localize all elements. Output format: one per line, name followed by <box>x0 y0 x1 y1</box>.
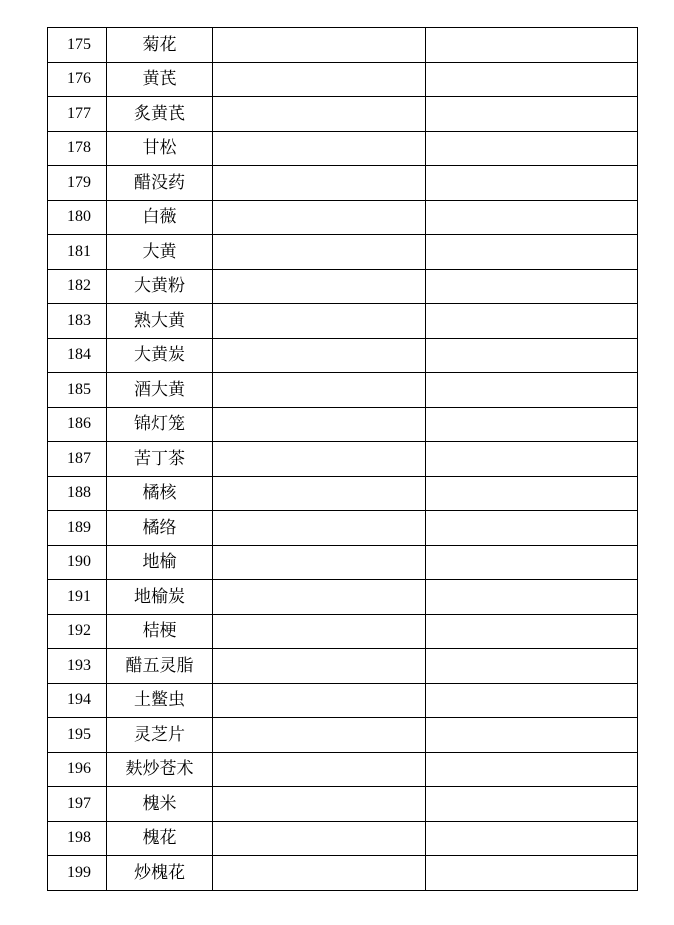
row-number-cell <box>48 373 107 408</box>
row-number-cell <box>48 97 107 132</box>
table-row <box>48 718 638 753</box>
empty-cell <box>426 166 638 201</box>
table-row <box>48 166 638 201</box>
row-number: 197 <box>67 794 91 812</box>
empty-cell <box>213 200 426 235</box>
empty-cell <box>213 97 426 132</box>
empty-cell <box>426 200 638 235</box>
herb-list-table-container <box>47 27 638 891</box>
row-number: 192 <box>67 622 91 640</box>
table-row <box>48 373 638 408</box>
row-number-cell <box>48 131 107 166</box>
empty-cell <box>213 442 426 477</box>
row-number: 180 <box>67 208 91 226</box>
empty-cell <box>426 683 638 718</box>
row-number-cell <box>48 407 107 442</box>
empty-cell <box>426 304 638 339</box>
empty-cell <box>213 683 426 718</box>
herb-name-cell: 炙黄芪 <box>107 97 213 132</box>
empty-cell <box>426 442 638 477</box>
row-number: 184 <box>67 346 91 364</box>
empty-cell <box>213 269 426 304</box>
row-number: 196 <box>67 760 91 778</box>
row-number: 187 <box>67 449 91 467</box>
empty-cell <box>426 97 638 132</box>
empty-cell <box>426 131 638 166</box>
empty-cell <box>213 718 426 753</box>
empty-cell <box>426 476 638 511</box>
herb-name-cell: 醋没药 <box>107 166 213 201</box>
row-number-cell <box>48 856 107 891</box>
herb-name-cell: 橘核 <box>107 476 213 511</box>
row-number-cell <box>48 200 107 235</box>
row-number: 182 <box>67 277 91 295</box>
herb-name-cell: 橘络 <box>107 511 213 546</box>
empty-cell <box>213 545 426 580</box>
row-number-cell <box>48 269 107 304</box>
table-row <box>48 97 638 132</box>
row-number: 198 <box>67 829 91 847</box>
herb-name-cell: 槐花 <box>107 821 213 856</box>
table-row <box>48 787 638 822</box>
empty-cell <box>213 511 426 546</box>
row-number: 179 <box>67 173 91 191</box>
row-number: 181 <box>67 242 91 260</box>
table-row <box>48 752 638 787</box>
empty-cell <box>213 752 426 787</box>
empty-cell <box>213 787 426 822</box>
row-number: 189 <box>67 518 91 536</box>
empty-cell <box>213 821 426 856</box>
row-number-cell <box>48 235 107 270</box>
empty-cell <box>213 856 426 891</box>
row-number: 185 <box>67 380 91 398</box>
row-number-cell <box>48 511 107 546</box>
herb-name-cell: 甘松 <box>107 131 213 166</box>
row-number: 199 <box>67 863 91 881</box>
row-number-cell <box>48 28 107 63</box>
table-row <box>48 200 638 235</box>
table-row <box>48 545 638 580</box>
empty-cell <box>213 614 426 649</box>
empty-cell <box>213 62 426 97</box>
row-number-cell <box>48 787 107 822</box>
empty-cell <box>213 304 426 339</box>
empty-cell <box>213 373 426 408</box>
row-number-cell <box>48 476 107 511</box>
row-number-cell <box>48 718 107 753</box>
table-row <box>48 442 638 477</box>
table-row <box>48 62 638 97</box>
herb-name-cell: 炒槐花 <box>107 856 213 891</box>
herb-name-cell: 黄芪 <box>107 62 213 97</box>
row-number: 188 <box>67 484 91 502</box>
empty-cell <box>426 373 638 408</box>
herb-name-cell: 大黄炭 <box>107 338 213 373</box>
table-row <box>48 407 638 442</box>
herb-name-cell: 大黄粉 <box>107 269 213 304</box>
empty-cell <box>426 580 638 615</box>
empty-cell <box>213 28 426 63</box>
row-number: 177 <box>67 104 91 122</box>
empty-cell <box>213 235 426 270</box>
row-number-cell <box>48 614 107 649</box>
row-number: 183 <box>67 311 91 329</box>
row-number-cell <box>48 338 107 373</box>
row-number: 193 <box>67 656 91 674</box>
empty-cell <box>426 752 638 787</box>
empty-cell <box>213 407 426 442</box>
row-number-cell <box>48 580 107 615</box>
table-row <box>48 131 638 166</box>
row-number-cell <box>48 649 107 684</box>
herb-name-cell: 地榆 <box>107 545 213 580</box>
table-row <box>48 511 638 546</box>
row-number-cell <box>48 683 107 718</box>
empty-cell <box>426 545 638 580</box>
row-number: 186 <box>67 415 91 433</box>
table-row <box>48 235 638 270</box>
table-body <box>48 28 638 891</box>
empty-cell <box>426 62 638 97</box>
empty-cell <box>426 649 638 684</box>
herb-name-cell: 醋五灵脂 <box>107 649 213 684</box>
empty-cell <box>426 511 638 546</box>
row-number-cell <box>48 545 107 580</box>
herb-name-cell: 麸炒苍术 <box>107 752 213 787</box>
empty-cell <box>213 476 426 511</box>
table-row <box>48 856 638 891</box>
empty-cell <box>426 718 638 753</box>
table-row <box>48 683 638 718</box>
table-row <box>48 580 638 615</box>
row-number-cell <box>48 821 107 856</box>
row-number: 178 <box>67 139 91 157</box>
table-row <box>48 28 638 63</box>
row-number-cell <box>48 304 107 339</box>
empty-cell <box>426 407 638 442</box>
empty-cell <box>426 821 638 856</box>
empty-cell <box>213 580 426 615</box>
table-row <box>48 614 638 649</box>
herb-list-table <box>47 27 638 891</box>
row-number-cell <box>48 166 107 201</box>
table-row <box>48 304 638 339</box>
row-number-cell <box>48 62 107 97</box>
empty-cell <box>426 614 638 649</box>
empty-cell <box>426 338 638 373</box>
herb-name-cell: 大黄 <box>107 235 213 270</box>
herb-name-cell: 桔梗 <box>107 614 213 649</box>
row-number: 175 <box>67 35 91 53</box>
row-number: 194 <box>67 691 91 709</box>
table-row <box>48 649 638 684</box>
row-number-cell <box>48 442 107 477</box>
empty-cell <box>213 338 426 373</box>
herb-name-cell: 菊花 <box>107 28 213 63</box>
herb-name-cell: 地榆炭 <box>107 580 213 615</box>
table-row <box>48 338 638 373</box>
herb-name-cell: 熟大黄 <box>107 304 213 339</box>
table-row <box>48 269 638 304</box>
row-number-cell <box>48 752 107 787</box>
empty-cell <box>213 649 426 684</box>
herb-name-cell: 灵芝片 <box>107 718 213 753</box>
herb-name-cell: 白薇 <box>107 200 213 235</box>
row-number: 195 <box>67 725 91 743</box>
herb-name-cell: 槐米 <box>107 787 213 822</box>
row-number: 191 <box>67 587 91 605</box>
empty-cell <box>426 856 638 891</box>
row-number: 190 <box>67 553 91 571</box>
herb-name-cell: 酒大黄 <box>107 373 213 408</box>
empty-cell <box>426 235 638 270</box>
empty-cell <box>213 166 426 201</box>
table-row <box>48 476 638 511</box>
herb-name-cell: 锦灯笼 <box>107 407 213 442</box>
herb-name-cell: 苦丁茶 <box>107 442 213 477</box>
empty-cell <box>426 28 638 63</box>
empty-cell <box>426 787 638 822</box>
row-number: 176 <box>67 70 91 88</box>
empty-cell <box>213 131 426 166</box>
empty-cell <box>426 269 638 304</box>
herb-name-cell: 土鳖虫 <box>107 683 213 718</box>
table-row <box>48 821 638 856</box>
